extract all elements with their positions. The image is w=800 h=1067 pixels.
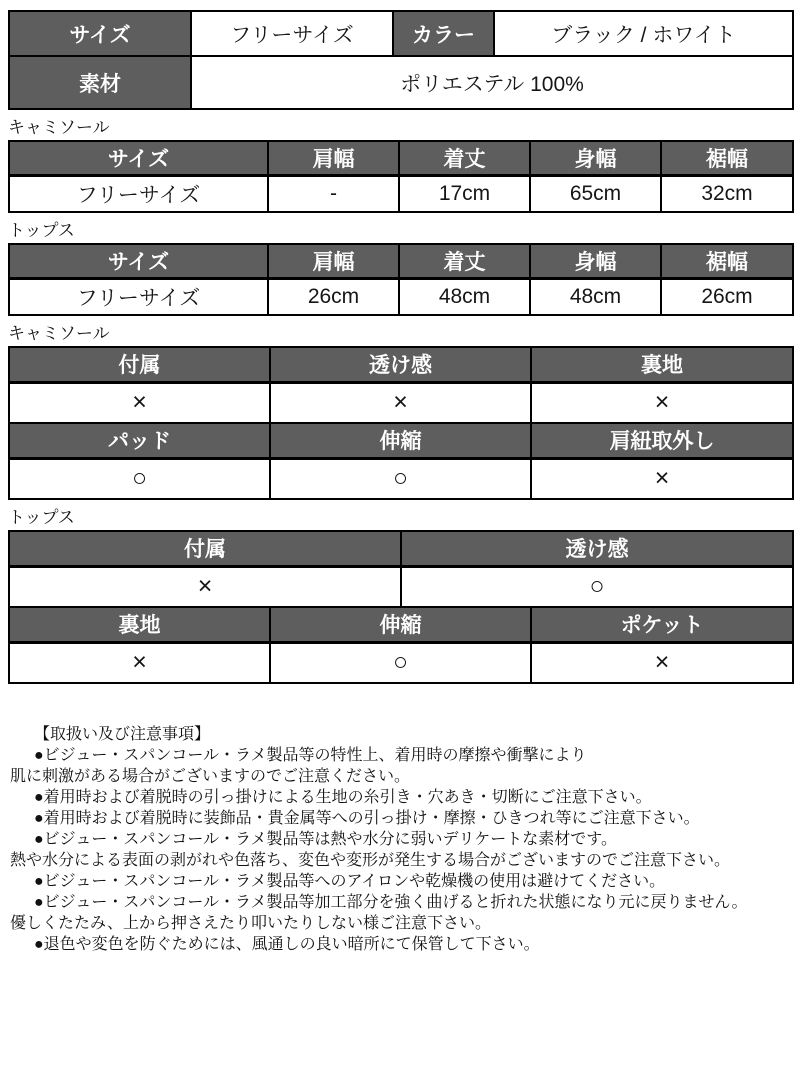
spec-table (8, 10, 794, 110)
section-label-tops-measurements: トップス (8, 221, 75, 240)
header-shoulder-width: 肩幅 (268, 141, 399, 175)
note-line: ●ビジュー・スパンコール・ラメ製品等加工部分を強く曲げると折れた状態になり元に戻りません。 (34, 894, 748, 911)
note-line: ●着用時および着脱時に装飾品・貴金属等への引っ掛け・摩擦・ひきつれ等にご注意下さい。 (34, 810, 700, 827)
handling-notes (8, 724, 792, 955)
table-data-row (9, 278, 793, 315)
section-label-camisole-features: キャミソール (8, 324, 110, 343)
note-line: ●着用時および着脱時の引っ掛けによる生地の糸引き・穴あき・切断にご注意下さい。 (34, 789, 652, 806)
table-header-row (9, 531, 793, 566)
size-label: サイズ (9, 11, 191, 56)
note-line: ●ビジュー・スパンコール・ラメ製品等は熱や水分に弱いデリケートな素材です。 (34, 831, 617, 848)
camisole-measure-table (8, 140, 794, 213)
cell-size: フリーサイズ (9, 278, 268, 315)
cell-size: フリーサイズ (9, 175, 268, 212)
header-sheerness: 透け感 (401, 531, 793, 566)
table-data-row (9, 642, 793, 683)
color-label: カラー (393, 11, 494, 56)
header-size: サイズ (9, 244, 268, 278)
cell-body-width: 65cm (530, 175, 661, 212)
cell-hem-width: 26cm (661, 278, 793, 315)
header-lining: 裏地 (531, 347, 793, 382)
value-pad: ○ (9, 458, 270, 499)
size-value: フリーサイズ (191, 11, 393, 56)
value-strap-removable: × (531, 458, 793, 499)
cell-length: 17cm (399, 175, 530, 212)
value-pocket: × (531, 642, 793, 683)
value-stretch: ○ (270, 458, 531, 499)
header-hem-width: 裾幅 (661, 244, 793, 278)
value-stretch: ○ (270, 642, 531, 683)
header-pocket: ポケット (531, 607, 793, 642)
value-accessories: × (9, 566, 401, 607)
value-sheerness: × (270, 382, 531, 423)
header-size: サイズ (9, 141, 268, 175)
table-header-row (9, 347, 793, 382)
cell-shoulder-width: - (268, 175, 399, 212)
value-lining: × (531, 382, 793, 423)
tops-measure-table (8, 243, 794, 316)
table-header-row (9, 141, 793, 175)
color-value: ブラック / ホワイト (494, 11, 793, 56)
material-value: ポリエステル 100% (191, 56, 793, 109)
spec-row-material (9, 56, 793, 109)
cell-shoulder-width: 26cm (268, 278, 399, 315)
table-data-row (9, 458, 793, 499)
header-strap-removable: 肩紐取外し (531, 423, 793, 458)
value-accessories: × (9, 382, 270, 423)
note-line: 優しくたたみ、上から押さえたり叩いたりしない様ご注意下さい。 (10, 915, 491, 932)
table-header-row (9, 607, 793, 642)
header-body-width: 身幅 (530, 244, 661, 278)
notes-title: 【取扱い及び注意事項】 (34, 726, 211, 743)
cell-length: 48cm (399, 278, 530, 315)
cell-body-width: 48cm (530, 278, 661, 315)
note-line: 熱や水分による表面の剥がれや色落ち、変色や変形が発生する場合がございますのでご注意下さい。 (10, 852, 731, 869)
section-label-tops-features: トップス (8, 508, 75, 527)
note-line: ●ビジュー・スパンコール・ラメ製品等の特性上、着用時の摩擦や衝撃により (34, 747, 587, 764)
header-pad: パッド (9, 423, 270, 458)
header-length: 着丈 (399, 141, 530, 175)
note-line: ●ビジュー・スパンコール・ラメ製品等へのアイロンや乾燥機の使用は避けてください。 (34, 873, 666, 890)
header-accessories: 付属 (9, 531, 401, 566)
header-shoulder-width: 肩幅 (268, 244, 399, 278)
header-length: 着丈 (399, 244, 530, 278)
header-body-width: 身幅 (530, 141, 661, 175)
header-hem-width: 裾幅 (661, 141, 793, 175)
header-stretch: 伸縮 (270, 607, 531, 642)
value-sheerness: ○ (401, 566, 793, 607)
header-lining: 裏地 (9, 607, 270, 642)
value-lining: × (9, 642, 270, 683)
note-line: 肌に刺激がある場合がございますのでご注意ください。 (10, 768, 411, 785)
spec-row-size-color (9, 11, 793, 56)
material-label: 素材 (9, 56, 191, 109)
header-stretch: 伸縮 (270, 423, 531, 458)
tops-feature-table (8, 530, 794, 684)
note-line: ●退色や変色を防ぐためには、風通しの良い暗所にて保管して下さい。 (34, 936, 540, 953)
header-sheerness: 透け感 (270, 347, 531, 382)
table-data-row (9, 382, 793, 423)
table-header-row (9, 423, 793, 458)
section-label-camisole-measurements: キャミソール (8, 118, 110, 137)
cell-hem-width: 32cm (661, 175, 793, 212)
header-accessories: 付属 (9, 347, 270, 382)
table-data-row (9, 566, 793, 607)
table-data-row (9, 175, 793, 212)
table-header-row (9, 244, 793, 278)
camisole-feature-table (8, 346, 794, 500)
